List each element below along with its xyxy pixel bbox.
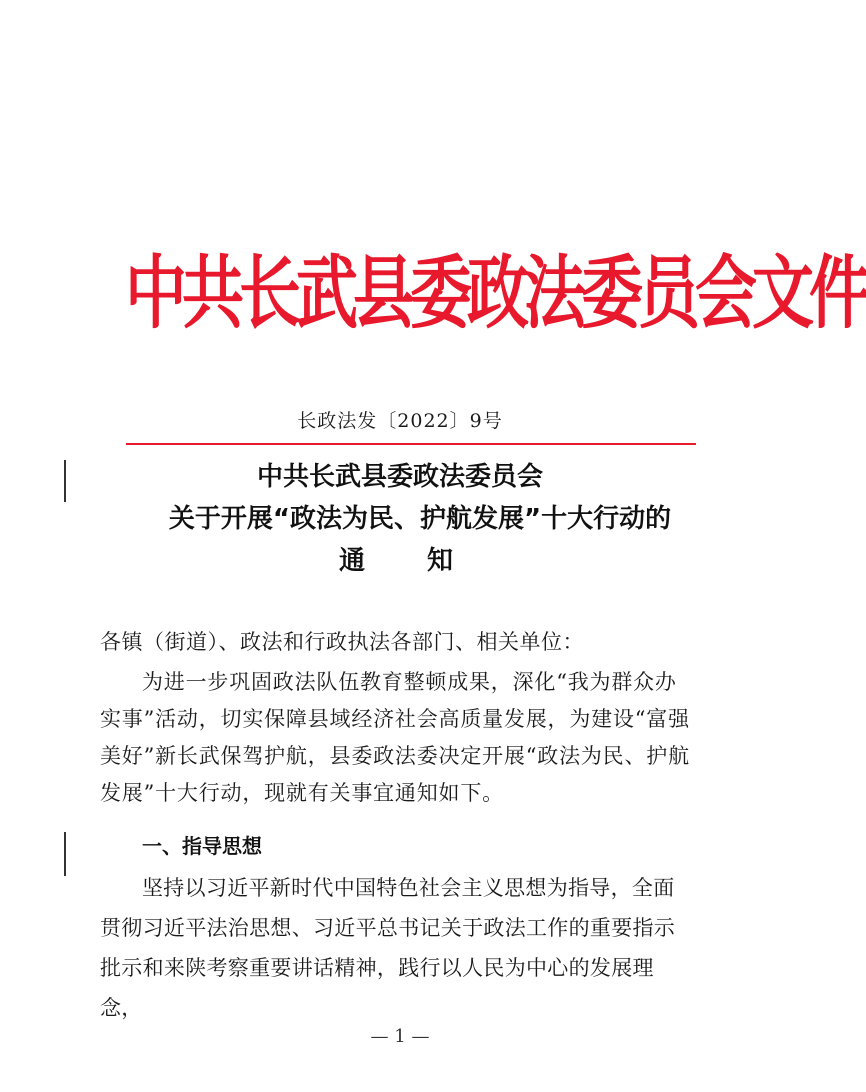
masthead-title: 中共长武县委政法委员会文件 xyxy=(125,246,866,340)
red-divider-line xyxy=(126,443,696,445)
document-number: 长政法发〔2022〕9号 xyxy=(297,410,503,432)
notice-title-line-2: 关于开展“政法为民、护航发展”十大行动的 xyxy=(168,504,672,534)
notice-title-word-2: 知 xyxy=(427,546,454,576)
section-heading-guiding-ideology: 一、指导思想 xyxy=(142,834,262,858)
notice-title-line-1: 中共长武县委政法委员会 xyxy=(256,462,543,492)
intro-paragraph: 为进一步巩固政法队伍教育整顿成果，深化“我为群众办实事”活动，切实保障县域经济社会高质量发展，为建设“富强美好”新长武保驾护航，县委政法委决定开展“政法为民、护航发展”十大行动，现就有关事宜通知如下。 xyxy=(100,670,690,805)
notice-title-line-3 xyxy=(0,542,796,580)
notice-title-word-1: 通 xyxy=(338,546,365,576)
page-number: — 1 — xyxy=(370,1026,430,1047)
binding-mark-bottom xyxy=(64,832,66,876)
guiding-ideology-paragraph: 坚持以习近平新时代中国特色社会主义思想为指导，全面贯彻习近平法治思想、习近平总书记关于政法工作的重要指示批示和来陕考察重要讲话精神，践行以人民为中心的发展理念， xyxy=(100,876,676,1020)
addressee-line: 各镇（街道）、政法和行政执法各部门、相关单位： xyxy=(100,630,584,654)
